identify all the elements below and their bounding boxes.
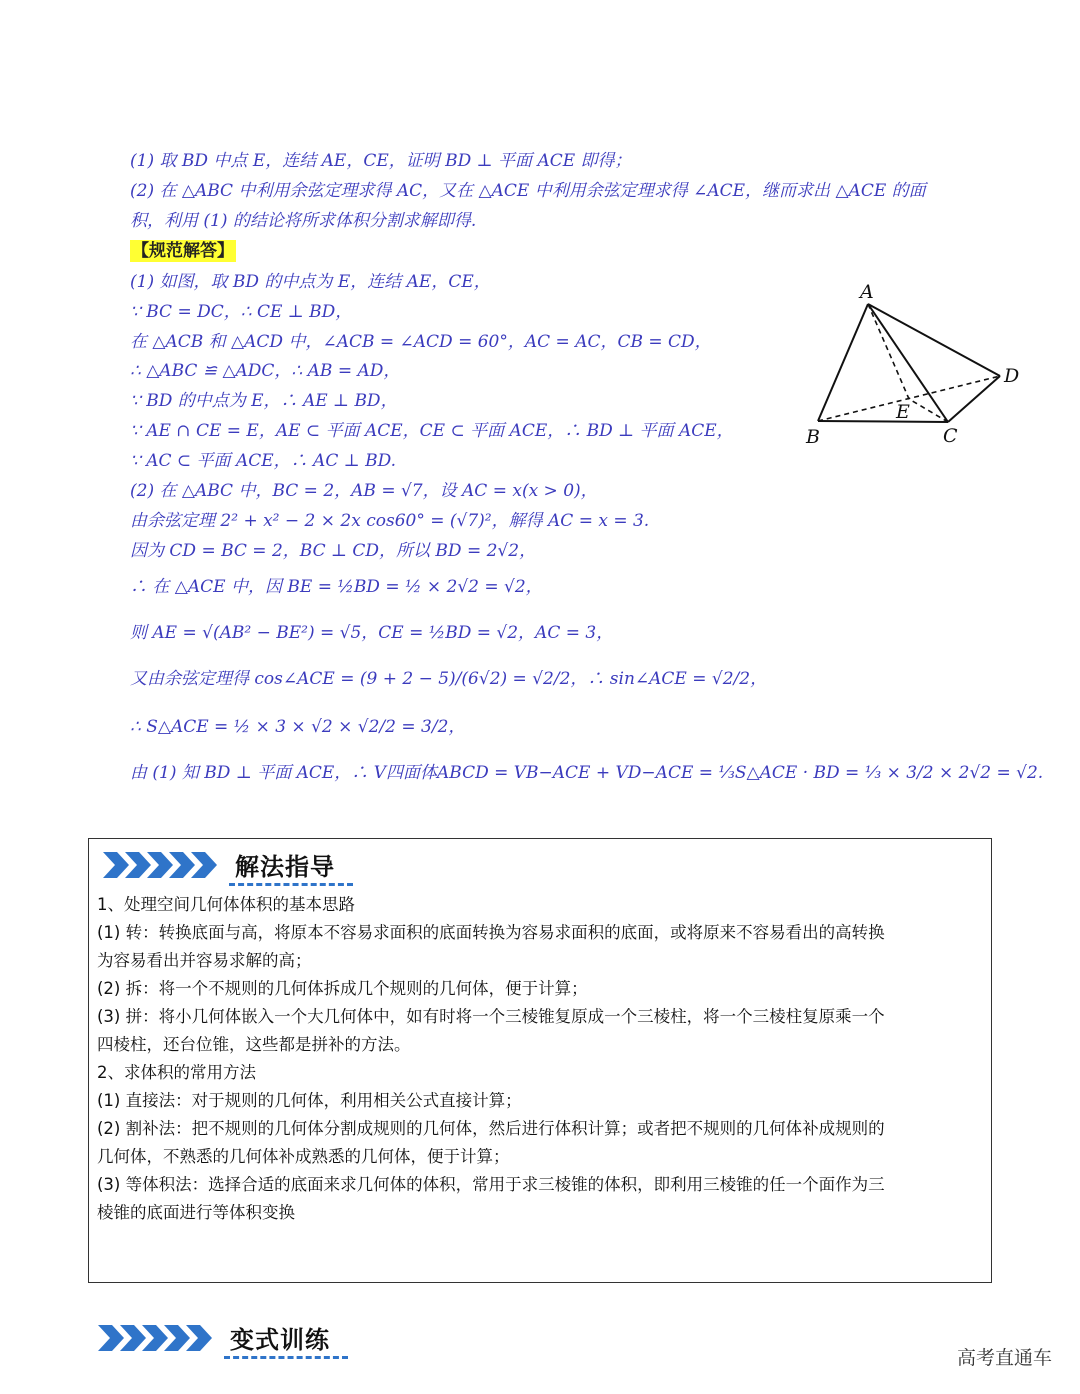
guide-line: (2) 拆：将一个不规则的几何体拆成几个规则的几何体，便于计算； [97,979,588,998]
guide-line: 2、求体积的常用方法 [97,1063,256,1082]
banner-underline [224,1356,348,1359]
edge-cd [948,376,1000,422]
label-c: C [943,425,958,447]
guide-banner [103,847,335,882]
chevron-arrows-icon [98,1323,222,1353]
solution-line: 在 △ACB 和 △ACD 中，∠ACB = ∠ACD = 60°，AC = AC，CB = CD， [130,332,712,352]
label-a: A [860,281,874,303]
guide-title: 解法指导 [235,853,335,881]
solution-line: ∵ BD 的中点为 E，∴ AE ⊥ BD， [130,391,398,411]
label-b: B [806,426,820,448]
solution-line: (1) 如图，取 BD 的中点为 E，连结 AE，CE， [130,272,491,292]
solution-line: ∵ AC ⊂ 平面 ACE，∴ AC ⊥ BD. [130,451,397,471]
solution-line: 又由余弦定理得 cos∠ACE = (9 + 2 − 5)/(6√2) = √2/2，∴ sin∠ACE = √2/2， [130,669,768,689]
method-guide-box [88,838,992,1283]
guide-line: (3) 等体积法：选择合适的底面来求几何体的体积，常用于求三棱锥的体积，即利用三棱锥的任一个面作为三 [97,1175,885,1194]
solution-line: ∵ BC = DC，∴ CE ⊥ BD， [130,302,353,322]
solution-line: 因为 CD = BC = 2，BC ⊥ CD，所以 BD = 2√2， [130,541,537,561]
analysis-line-1: (1) 取 BD 中点 E，连结 AE，CE，证明 BD ⊥ 平面 ACE 即得； [130,151,632,171]
solution-tag: 【规范解答】 [132,241,234,261]
solution-line: 由 (1) 知 BD ⊥ 平面 ACE，∴ V四面体ABCD = VB−ACE + VD−ACE = ⅓S△ACE · BD = ⅓ × 3/2 × 2√2 = √2. [130,763,1044,783]
solution-line: ∵ AE ∩ CE = E，AE ⊂ 平面 ACE，CE ⊂ 平面 ACE，∴ BD ⊥ 平面 ACE， [130,421,734,441]
solution-line: 则 AE = √(AB² − BE²) = √5，CE = ½BD = √2，AC = 3， [130,623,614,643]
training-title: 变式训练 [230,1326,330,1354]
label-e: E [896,401,910,423]
solution-line: 由余弦定理 2² + x² − 2 × 2x cos60° = (√7)²，解得 AC = x = 3. [130,511,650,531]
guide-line: 为容易看出并容易求解的高； [97,951,312,970]
solution-line: ∴ △ABC ≌ △ADC，∴ AB = AD， [130,361,401,381]
analysis-line-2: (2) 在 △ABC 中利用余弦定理求得 AC，又在 △ACE 中利用余弦定理求得 ∠ACE，继而求出 △ACE 的面 [130,181,926,201]
training-banner [98,1320,330,1355]
solution-line: ∴ 在 △ACE 中，因 BE = ½BD = ½ × 2√2 = √2， [130,577,543,597]
edge-bc [818,421,948,422]
edge-ab [818,304,868,421]
guide-line: (1) 直接法：对于规则的几何体，利用相关公式直接计算； [97,1091,522,1110]
guide-line: (2) 割补法：把不规则的几何体分割成规则的几何体，然后进行体积计算；或者把不规则的几何体补成规则的 [97,1119,885,1138]
guide-line: 1、处理空间几何体体积的基本思路 [97,895,355,914]
segment-ae-hidden [868,304,909,399]
guide-text [97,891,985,1227]
solution-line: (2) 在 △ABC 中，BC = 2，AB = √7，设 AC = x(x > 0)， [130,481,598,501]
banner-underline [229,883,353,886]
guide-line: (3) 拼：将小几何体嵌入一个大几何体中，如有时将一个三棱锥复原成一个三棱柱，将一个三棱柱复原乘一个 [97,1007,885,1026]
guide-line: (1) 转：转换底面与高，将原本不容易求面积的底面转换为容易求面积的底面，或将原来不容易看出的高转换 [97,923,885,942]
label-d: D [1004,365,1020,387]
segment-ce-hidden [909,399,948,422]
guide-line: 四棱柱，还台位锥，这些都是拼补的方法。 [97,1035,411,1054]
guide-line: 棱锥的底面进行等体积变换 [97,1203,295,1222]
guide-line: 几何体，不熟悉的几何体补成熟悉的几何体，便于计算； [97,1147,510,1166]
watermark: 高考直通车 [956,1347,1052,1369]
chevron-arrows-icon [103,850,227,880]
tetrahedron-diagram [800,278,1030,453]
analysis-line-3: 积，利用 (1) 的结论将所求体积分割求解即得. [130,211,477,231]
edge-ad [868,304,1000,376]
solution-line: ∴ S△ACE = ½ × 3 × √2 × √2/2 = 3/2， [130,717,466,737]
